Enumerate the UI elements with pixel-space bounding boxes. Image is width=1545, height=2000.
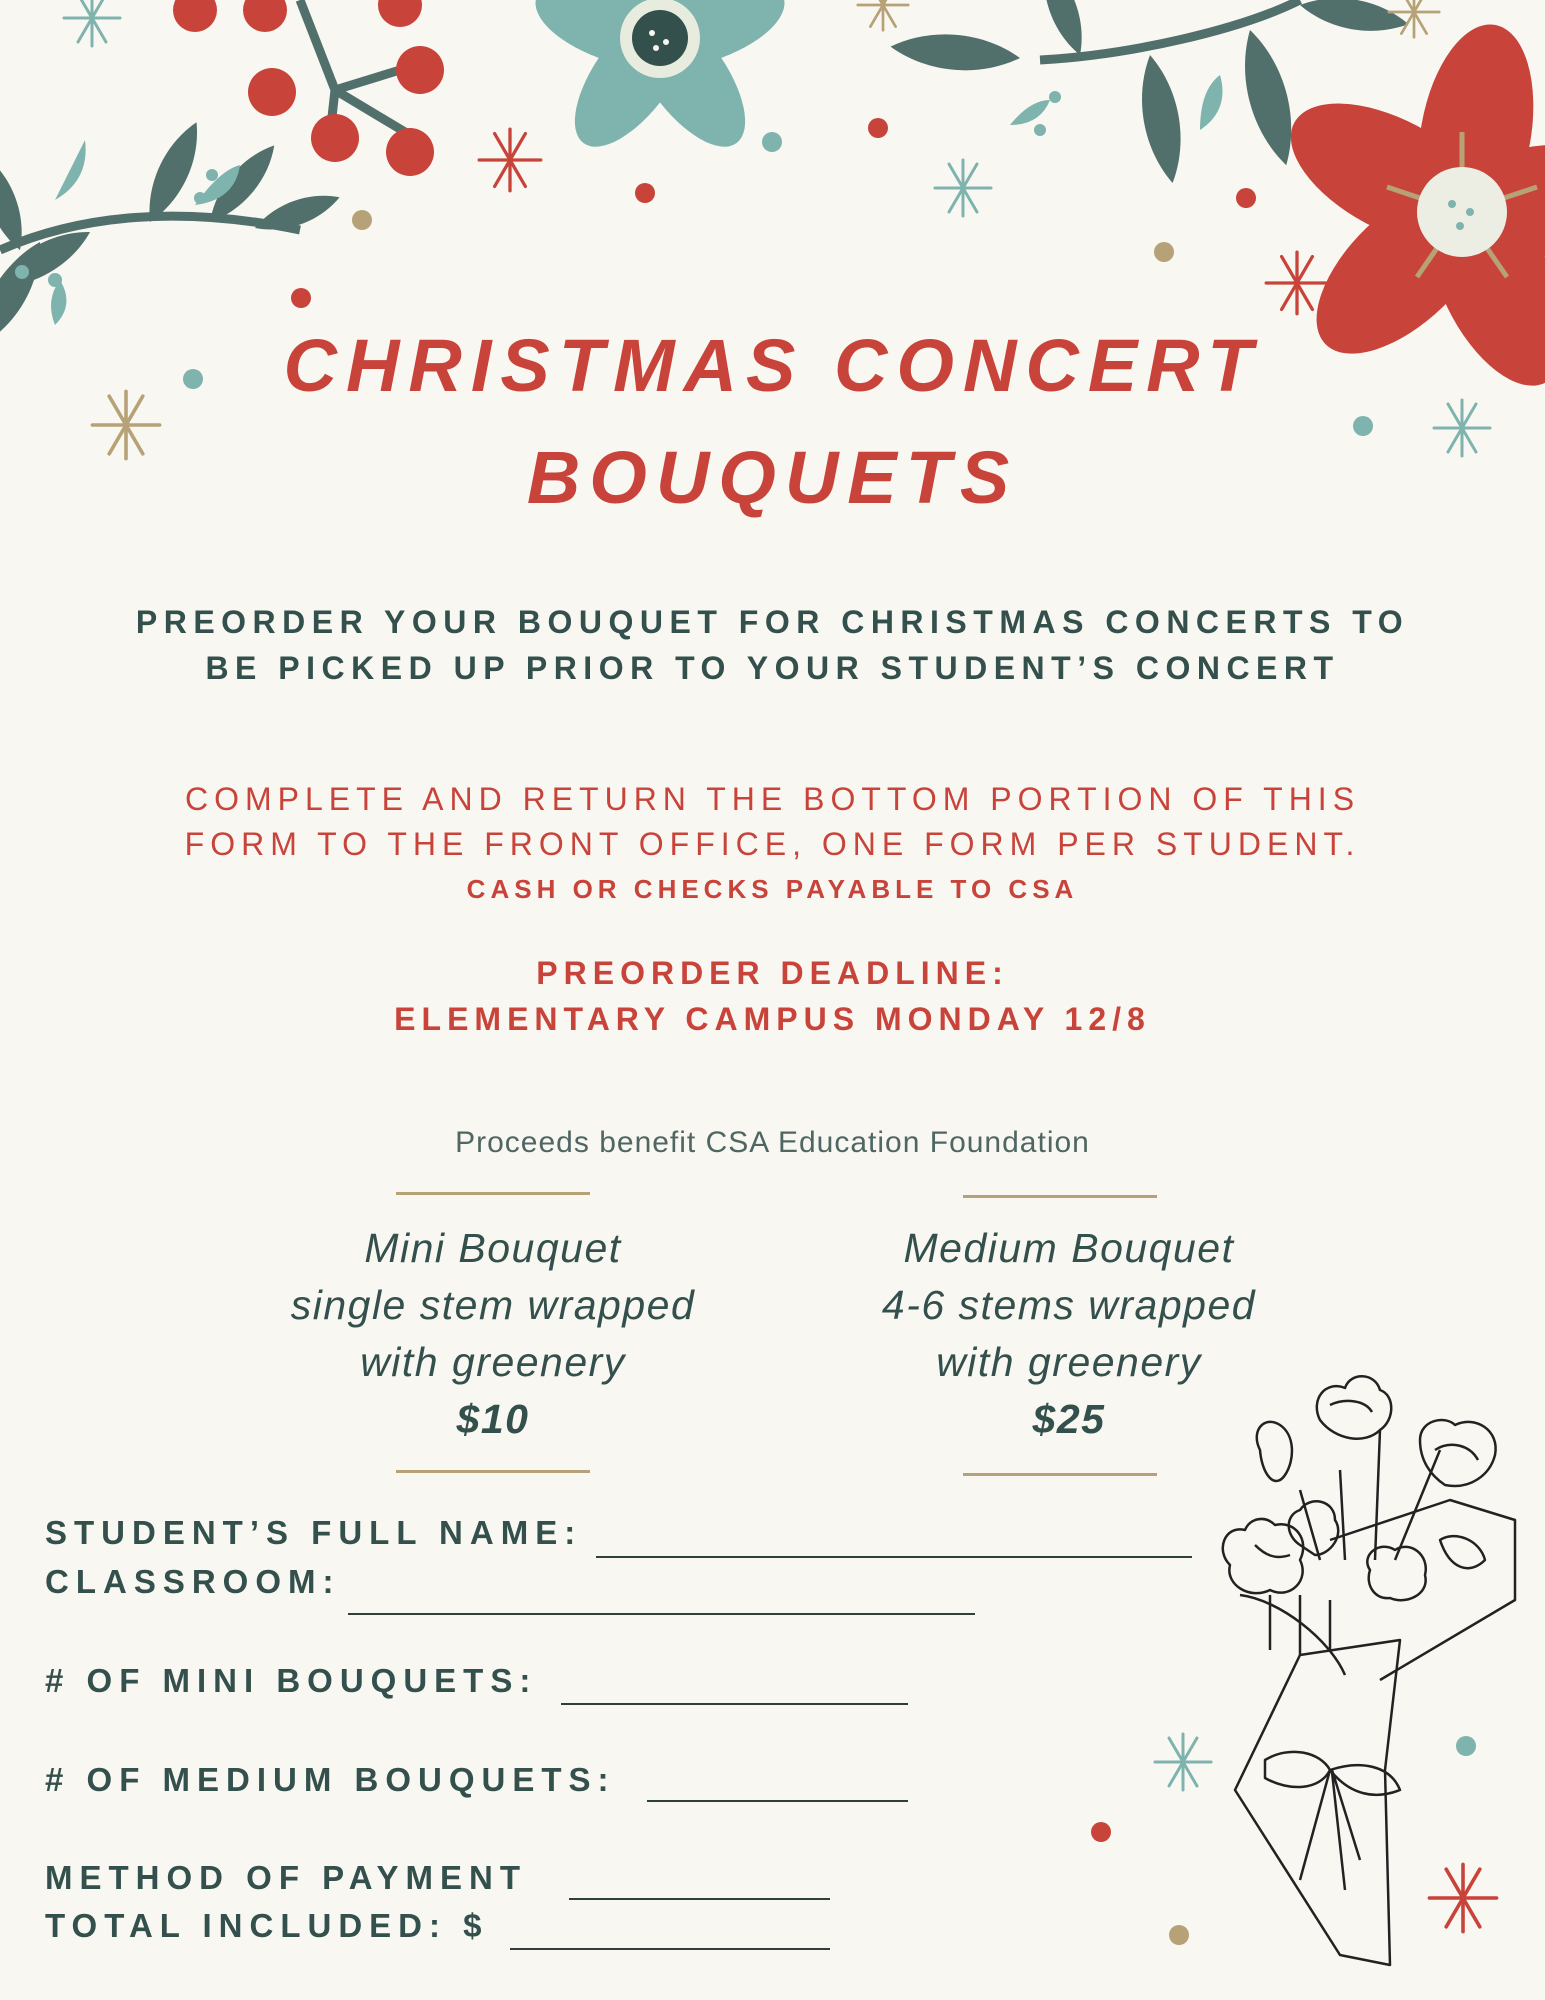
proceeds-note: Proceeds benefit CSA Education Foundation	[455, 1126, 1090, 1159]
bouquet-option-mini	[213, 1220, 773, 1448]
divider	[396, 1192, 590, 1195]
bouquet-description: single stem wrapped	[290, 1282, 696, 1328]
bouquet-drawing-icon	[1223, 1376, 1515, 1965]
total-label: TOTAL INCLUDED: $	[45, 1907, 489, 1944]
medium-count-field[interactable]	[647, 1800, 908, 1802]
bouquet-description: 4-6 stems wrapped	[881, 1282, 1257, 1328]
page-title	[0, 310, 1545, 534]
flower-icon	[525, 0, 796, 166]
subheading-line-1: PREORDER YOUR BOUQUET FOR CHRISTMAS CONCERTS TO	[135, 604, 1410, 640]
bouquet-price: $10	[456, 1396, 530, 1442]
bouquet-description: with greenery	[360, 1339, 626, 1385]
bouquet-description: with greenery	[936, 1339, 1202, 1385]
medium-count-label: # OF MEDIUM BOUQUETS:	[45, 1761, 616, 1798]
berry-icon	[173, 0, 444, 176]
divider	[963, 1473, 1157, 1476]
classroom-field[interactable]	[348, 1613, 975, 1615]
student-name-field[interactable]	[596, 1556, 1192, 1558]
title-line-1: CHRISTMAS CONCERT	[283, 324, 1262, 407]
instructions	[0, 777, 1545, 867]
mini-count-field[interactable]	[561, 1703, 908, 1705]
deadline-line-1: PREORDER DEADLINE:	[536, 955, 1009, 991]
title-line-2: BOUQUETS	[526, 436, 1019, 519]
divider	[396, 1470, 590, 1473]
student-name-label: STUDENT’S FULL NAME:	[45, 1514, 583, 1551]
deadline-line-2: ELEMENTARY CAMPUS MONDAY 12/8	[394, 1001, 1151, 1037]
instructions-line-1: COMPLETE AND RETURN THE BOTTOM PORTION OF THIS	[184, 781, 1361, 817]
subheading-line-2: BE PICKED UP PRIOR TO YOUR STUDENT’S CONCERT	[205, 650, 1340, 686]
mini-count-label: # OF MINI BOUQUETS:	[45, 1662, 538, 1699]
bouquet-name: Medium Bouquet	[903, 1225, 1235, 1271]
bouquet-name: Mini Bouquet	[364, 1225, 622, 1271]
bouquet-price: $25	[1032, 1396, 1106, 1442]
payment-method-label: METHOD OF PAYMENT	[45, 1859, 528, 1896]
divider	[963, 1195, 1157, 1198]
bouquet-option-medium	[789, 1220, 1349, 1448]
subheading	[0, 599, 1545, 691]
payment-note: CASH OR CHECKS PAYABLE TO CSA	[466, 874, 1079, 904]
classroom-label: CLASSROOM:	[45, 1563, 341, 1600]
payment-method-field[interactable]	[569, 1898, 830, 1900]
deadline	[0, 950, 1545, 1042]
instructions-line-2: FORM TO THE FRONT OFFICE, ONE FORM PER STUDENT.	[184, 826, 1361, 862]
total-field[interactable]	[510, 1948, 830, 1950]
